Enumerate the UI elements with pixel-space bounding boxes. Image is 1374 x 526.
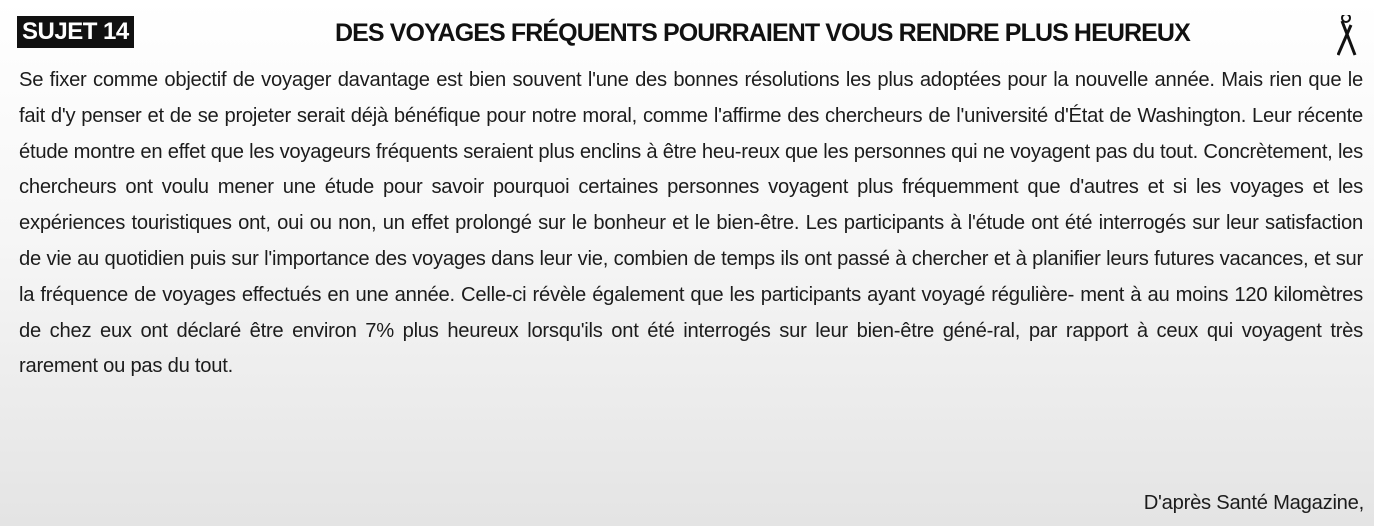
scissors-icon xyxy=(1337,15,1357,59)
subject-badge: SUJET 14 xyxy=(17,16,134,48)
header xyxy=(17,15,1357,51)
article-body: Se fixer comme objectif de voyager davantage est bien souvent l'une des bonnes résolutions les plus adoptées pour la nouvelle année. Mais rien que le fait d'y penser et de se projeter serait déjà bénéfique pour notre moral, comme l'affirme des chercheurs de l'université d'État de Washington. Leur récente étude montre en effet que les voyageurs fréquents seraient plus enclins à être heu-reux que les personnes qui ne voyagent pas du tout. Concrètement, les chercheurs ont voulu mener une étude pour savoir pourquoi certaines personnes voyagent plus fréquemment que d'autres et si les voyages et les expériences touristiques ont, oui ou non, un effet prolongé sur le bonheur et le bien-être. Les participants à l'étude ont été interrogés sur leur satisfaction de vie au quotidien puis sur l'importance des voyages dans leur vie, combien de temps ils ont passé à chercher et à planifier leurs futures vacances, et sur la fréquence de voyages effectués en une année. Celle-ci révèle également que les participants ayant voyagé régulière- ment à au moins 120 kilomètres de chez eux ont déclaré être environ 7% plus heureux lorsqu'ils ont été interrogés sur leur bien-être géné-ral, par rapport à ceux qui voyagent très rarement ou pas du tout. xyxy=(19,69,1363,378)
source-credit: D'après Santé Magazine, xyxy=(1143,492,1364,514)
article-title: DES VOYAGES FRÉQUENTS POURRAIENT VOUS RENDRE PLUS HEUREUX xyxy=(335,19,1190,47)
